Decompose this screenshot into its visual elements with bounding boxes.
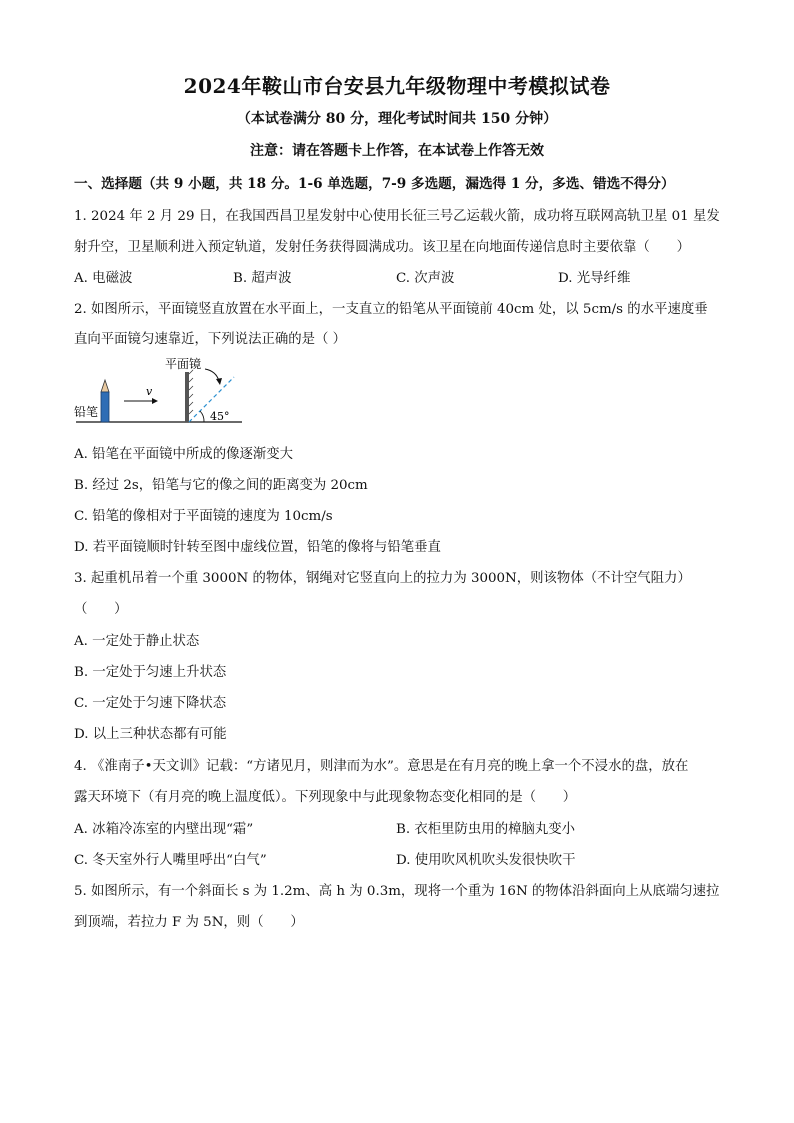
exam-subtitle: （本试卷满分 80 分，理化考试时间共 150 分钟） <box>236 111 558 127</box>
q5-text-line2: 到顶端，若拉力 F 为 5N，则（ ） <box>74 915 304 930</box>
q2-option-b: B. 经过 2s，铅笔与它的像之间的距离变为 20cm <box>74 478 368 493</box>
q4-option-a: A. 冰箱冷冻室的内壁出现“霜” <box>74 822 254 837</box>
q1-option-b: B. 超声波 <box>233 271 292 286</box>
velocity-label: v <box>146 385 153 398</box>
mirror-icon <box>185 370 193 422</box>
q4-text-line2: 露天环境下（有月亮的晚上温度低）。下列现象中与此现象物态变化相同的是（ ） <box>74 790 577 805</box>
q2-text-line2: 直向平面镜匀速靠近，下列说法正确的是（ ） <box>74 332 347 347</box>
pencil-label: 铅笔 <box>74 405 99 419</box>
rotation-arrowhead-icon <box>216 378 222 385</box>
q3-option-b: B. 一定处于匀速上升状态 <box>74 665 227 680</box>
exam-notice: 注意：请在答题卡上作答，在本试卷上作答无效 <box>250 143 544 159</box>
q4-text-line1: 4. 《淮南子•天文训》记载：“方诸见月，则津而为水”。意思是在有月亮的晚上拿一个不浸水的盘，放在 <box>74 759 689 774</box>
q2-option-a: A. 铅笔在平面镜中所成的像逐渐变大 <box>74 447 294 462</box>
q2-option-c: C. 铅笔的像相对于平面镜的速度为 10cm/s <box>74 509 333 524</box>
angle-arc <box>200 411 204 422</box>
velocity-arrowhead-icon <box>152 398 158 404</box>
angle-label: 45° <box>210 410 230 423</box>
q3-option-d: D. 以上三种状态都有可能 <box>74 727 227 742</box>
q4-option-b: B. 衣柜里防虫用的樟脑丸变小 <box>396 822 576 837</box>
q1-text-line1: 1. 2024 年 2 月 29 日，在我国西昌卫星发射中心使用长征三号乙运载火箭，成功将互联网高轨卫星 01 星发 <box>74 209 720 224</box>
q4-option-d: D. 使用吹风机吹头发很快吹干 <box>396 853 576 868</box>
q3-text-line1: 3. 起重机吊着一个重 3000N 的物体，钢绳对它竖直向上的拉力为 3000N，则该物体（不计空气阻力） <box>74 571 691 586</box>
q5-text-line1: 5. 如图所示，有一个斜面长 s 为 1.2m、高 h 为 0.3m，现将一个重为 16N 的物体沿斜面向上从底端匀速拉 <box>74 884 720 899</box>
q3-option-a: A. 一定处于静止状态 <box>74 634 200 649</box>
q1-option-a: A. 电磁波 <box>74 271 133 286</box>
exam-title: 2024年鞍山市台安县九年级物理中考模拟试卷 <box>183 74 611 98</box>
q3-option-c: C. 一定处于匀速下降状态 <box>74 696 227 711</box>
q1-option-d: D. 光导纤维 <box>558 271 631 286</box>
q2-option-d: D. 若平面镜顺时针转至图中虚线位置，铅笔的像将与铅笔垂直 <box>74 540 441 555</box>
q2-text-line1: 2. 如图所示，平面镜竖直放置在水平面上，一支直立的铅笔从平面镜前 40cm 处，以 5cm/s 的水平速度垂 <box>74 302 708 317</box>
q1-option-c: C. 次声波 <box>396 271 455 286</box>
mirror-label: 平面镜 <box>165 357 202 371</box>
section-heading: 一、选择题（共 9 小题，共 18 分。1-6 单选题，7-9 多选题，漏选得 1 分，多选、错选不得分） <box>74 176 675 192</box>
q4-option-c: C. 冬天室外行人嘴里呼出“白气” <box>74 853 267 868</box>
q1-text-line2: 射升空，卫星顺利进入预定轨道，发射任务获得圆满成功。该卫星在向地面传递信息时主要依靠（ ） <box>74 240 690 255</box>
mirror-pencil-figure <box>72 352 252 432</box>
pencil-icon <box>101 380 109 422</box>
q3-text-line2: （ ） <box>74 602 128 617</box>
